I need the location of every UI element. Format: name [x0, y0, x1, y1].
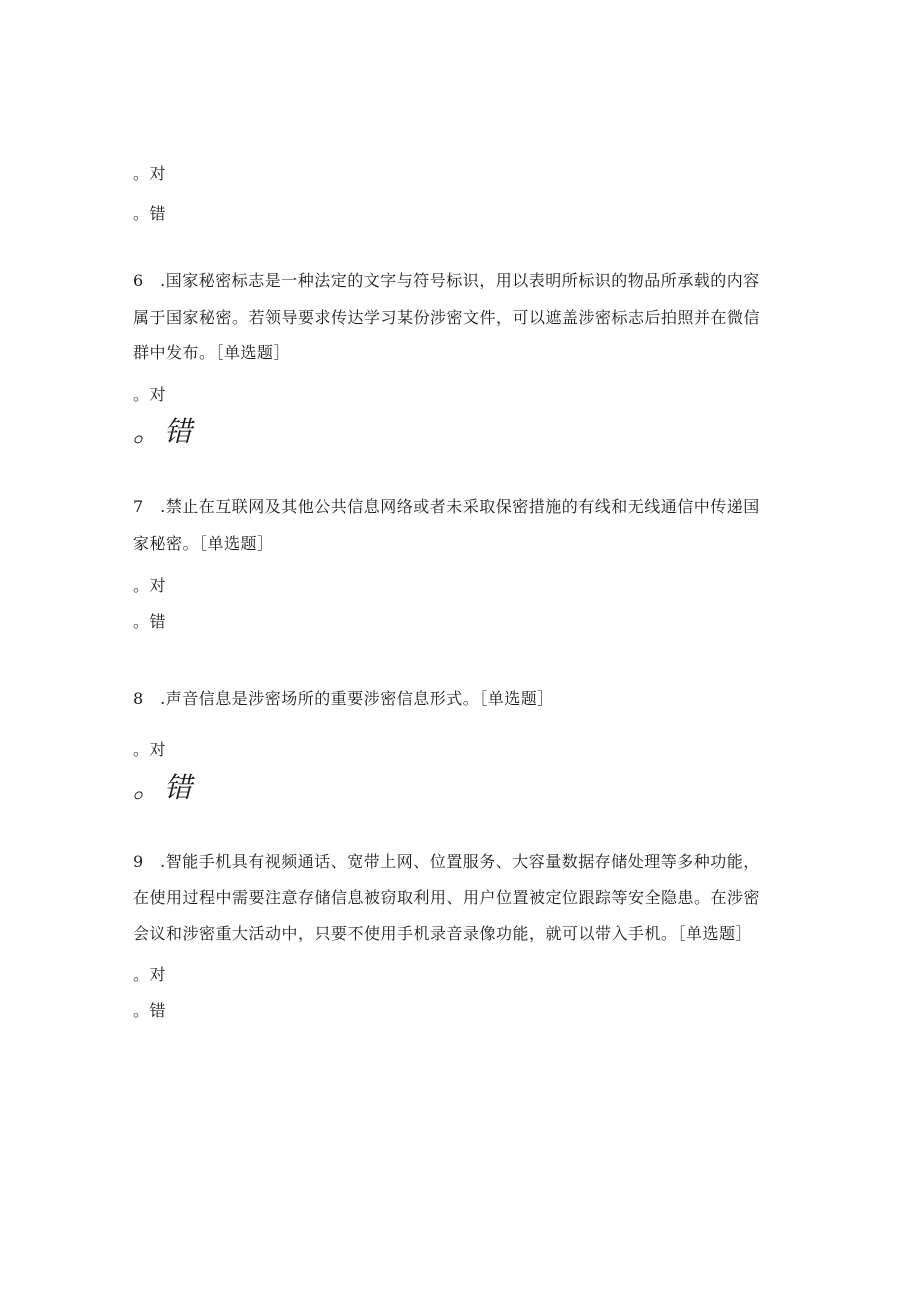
- question-9-line-1: 9 .智能手机具有视频通话、宽带上网、位置服务、大容量数据存储处理等多种功能，: [133, 852, 760, 871]
- question-9-line-2: 在使用过程中需要注意存储信息被窃取利用、用户位置被定位跟踪等安全隐患。在涉密: [133, 888, 761, 907]
- question-6-line-3: 群中发布。［单选题］: [133, 343, 291, 362]
- question-8-line-1: 8 .声音信息是涉密场所的重要涉密信息形式。［单选题］: [133, 689, 554, 708]
- question-7-line-1: 7 .禁止在互联网及其他公共信息网络或者未采取保密措施的有线和无线通信中传递国: [133, 497, 760, 516]
- option-false: 。错: [133, 204, 167, 223]
- option-false: 。错: [133, 415, 196, 448]
- option-false: 。错: [133, 612, 167, 631]
- option-true: 。对: [133, 385, 167, 404]
- question-6-line-2: 属于国家秘密。若领导要求传达学习某份涉密文件，可以遮盖涉密标志后拍照并在微信: [133, 308, 761, 327]
- option-true: 。对: [133, 576, 167, 595]
- option-false: 。错: [133, 1001, 167, 1020]
- option-true: 。对: [133, 965, 167, 984]
- question-9-line-3: 会议和涉密重大活动中，只要不使用手机录音录像功能，就可以带入手机。［单选题］: [133, 924, 753, 943]
- option-true: 。对: [133, 740, 167, 759]
- option-false: 。错: [133, 771, 196, 804]
- option-true: 。对: [133, 164, 167, 183]
- question-6-line-1: 6 .国家秘密标志是一种法定的文字与符号标识，用以表明所标识的物品所承载的内容: [133, 271, 760, 290]
- question-7-line-2: 家秘密。［单选题］: [133, 534, 274, 553]
